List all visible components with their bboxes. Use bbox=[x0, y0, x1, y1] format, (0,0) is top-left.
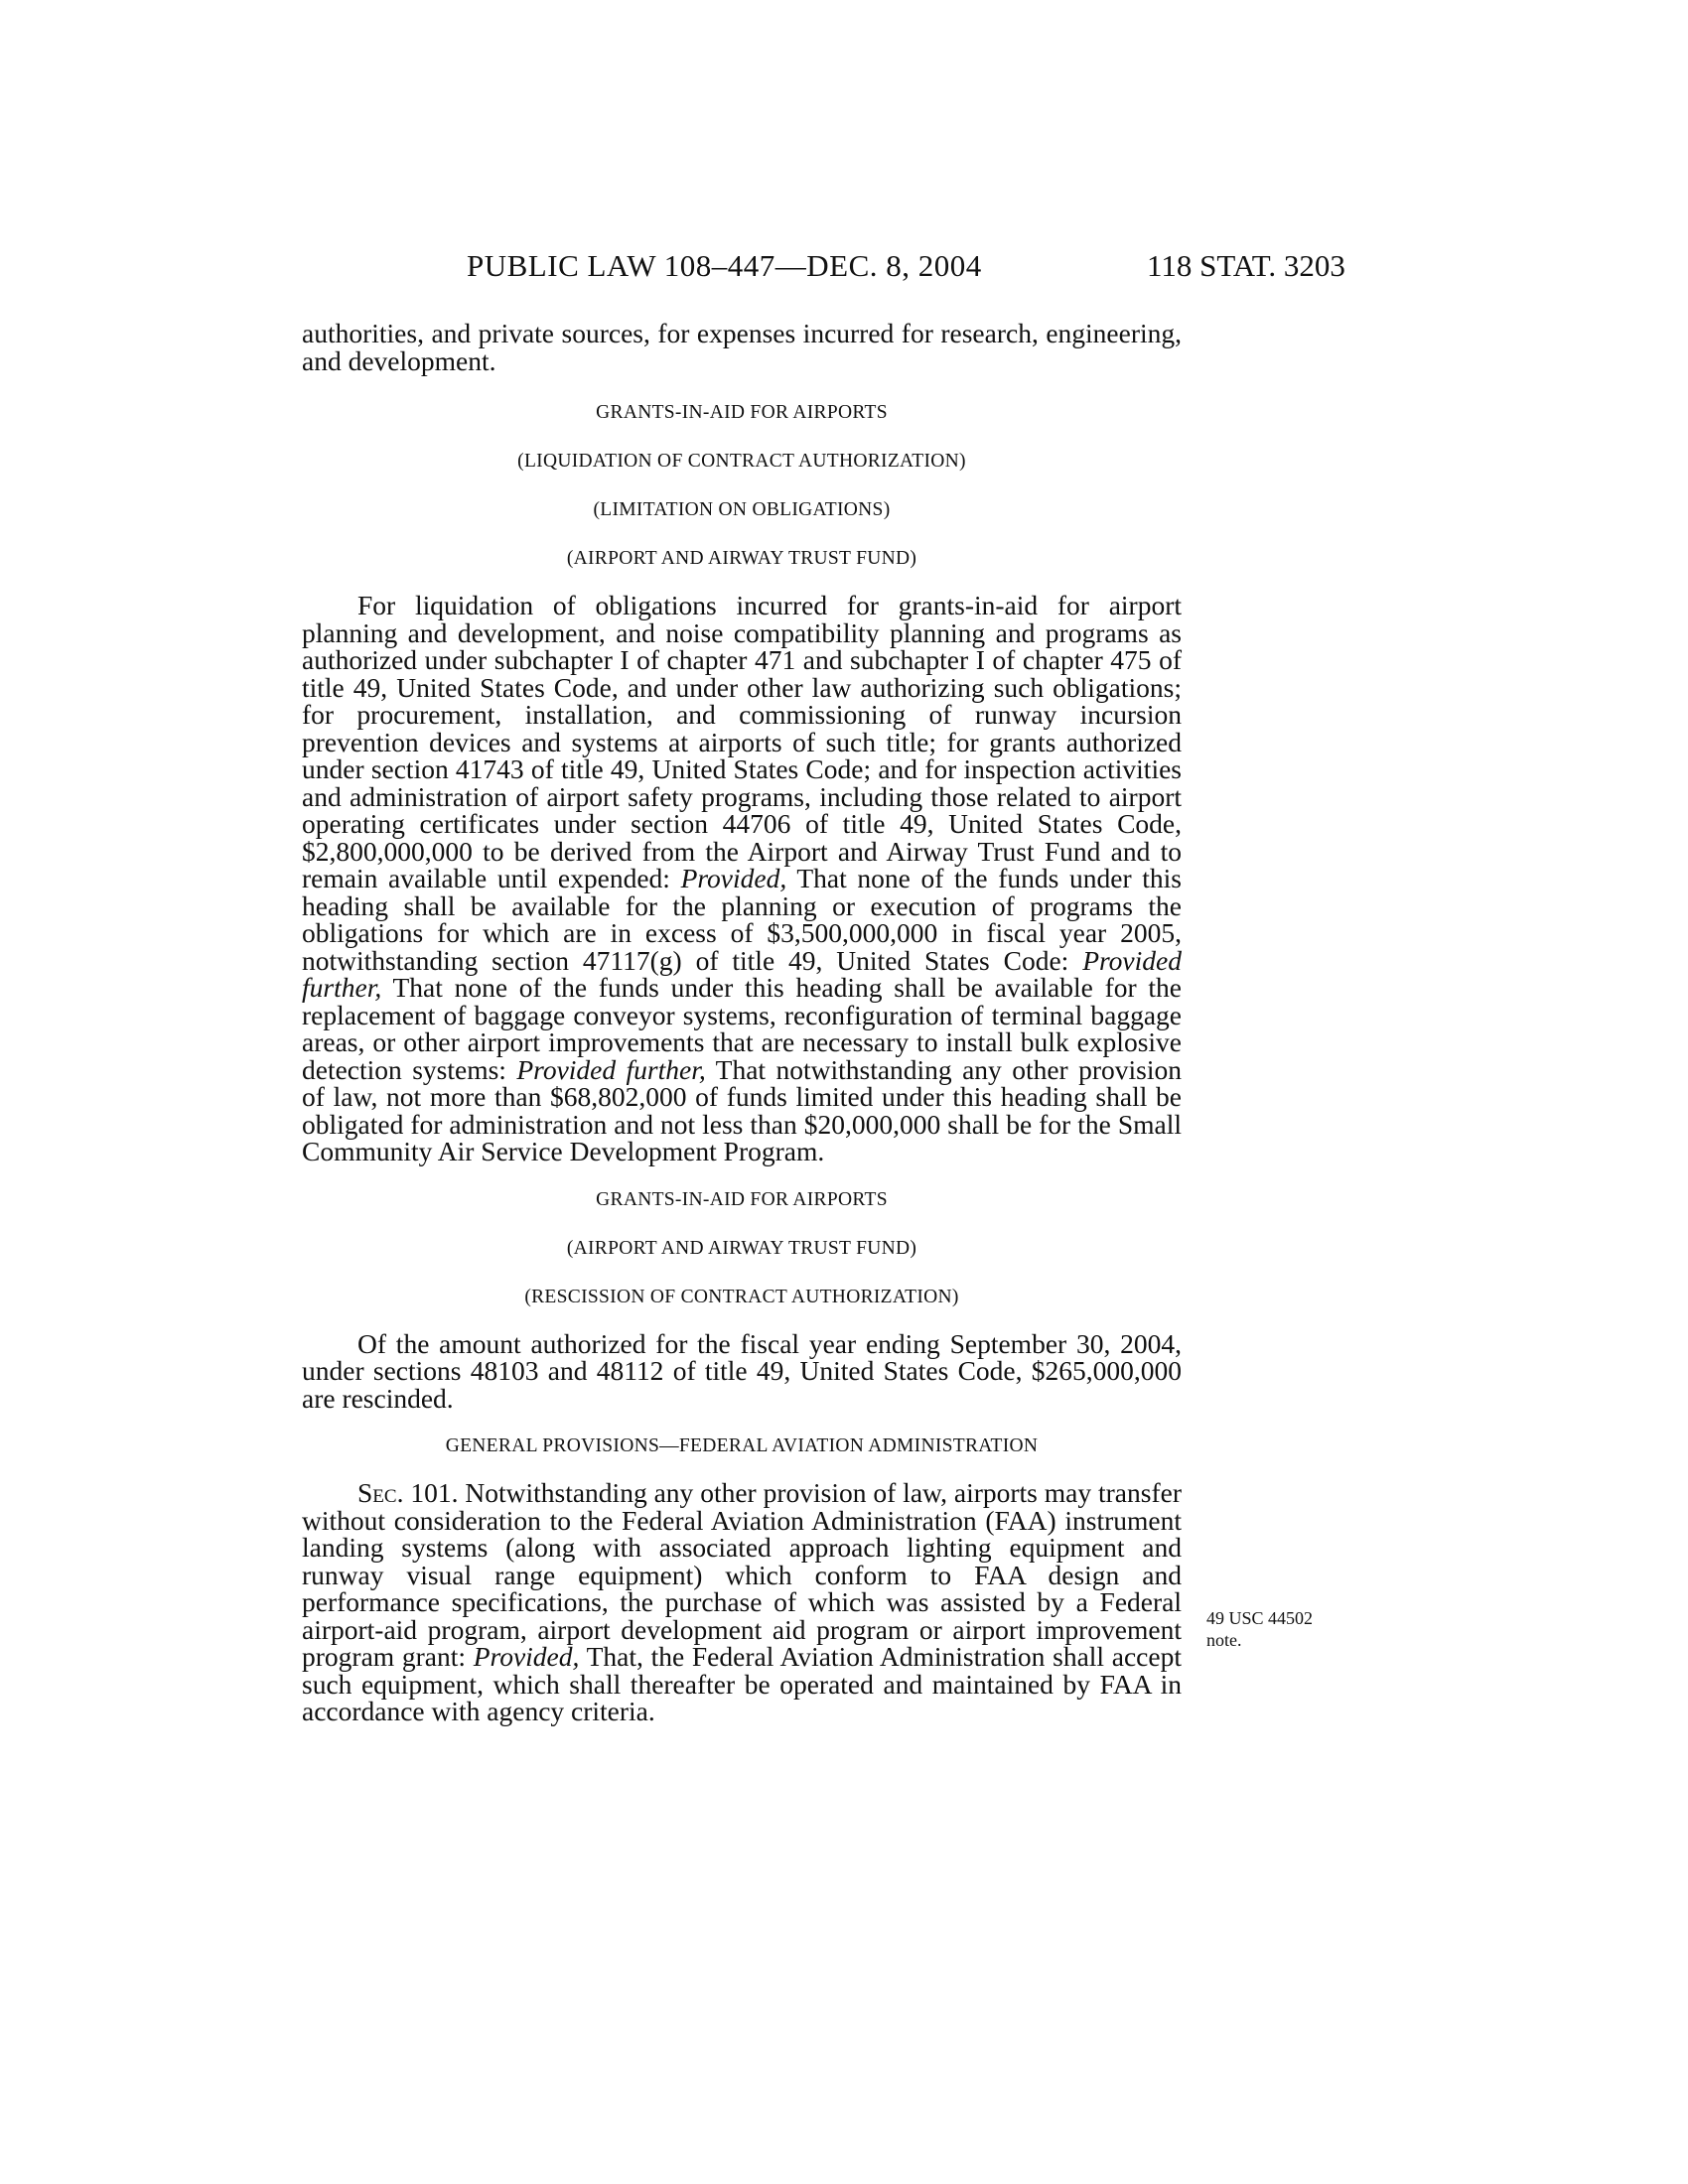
section1-heading-3: (LIMITATION ON OBLIGATIONS) bbox=[593, 499, 891, 520]
section3-sec-label: Sec. 101. bbox=[357, 1477, 459, 1508]
section2-body: Of the amount authorized for the fiscal year ending September 30, 2004, under sections 48103 and 48112 of title 49, United States Code, $265,000,000 are rescinded. bbox=[302, 1327, 1182, 1414]
margin-note-line-2: note. bbox=[1206, 1630, 1242, 1650]
section3-proviso: Provided, bbox=[473, 1641, 580, 1672]
section1-heading-2: (LIQUIDATION OF CONTRACT AUTHORIZATION) bbox=[517, 451, 966, 472]
section3-body-part1: Notwithstanding any other provision of law, airports may transfer without consideration to the Federal Aviation Administration (FAA) instrument landing systems (along with associated approach lighting equipment and runway visual range equipment) which conform to FAA design and performance specifications, the purchase of which was assisted by a Federal airport-aid program, airport development aid program or airport improvement program grant: bbox=[302, 1477, 1182, 1672]
section1-heading-1: GRANTS-IN-AID FOR AIRPORTS bbox=[596, 402, 888, 423]
running-head: PUBLIC LAW 108–447—DEC. 8, 2004 bbox=[467, 248, 982, 283]
continuation-paragraph: authorities, and private sources, for expenses incurred for research, engineering, and development. bbox=[302, 318, 1182, 376]
section3-body-part2: That, the Federal Aviation Administration shall accept such equipment, which shall thereafter be operated and maintained by FAA in accordance with agency criteria. bbox=[302, 1641, 1182, 1726]
section3-body bbox=[302, 1479, 1182, 1725]
section1-proviso2: Provided further, bbox=[302, 944, 1182, 1003]
section2-heading-1: GRANTS-IN-AID FOR AIRPORTS bbox=[596, 1188, 888, 1210]
text-column bbox=[302, 320, 1182, 1725]
section1-proviso1: Provided, bbox=[680, 863, 787, 893]
section2-heading-3: (RESCISSION OF CONTRACT AUTHORIZATION) bbox=[524, 1286, 959, 1307]
margin-note-line-1: 49 USC 44502 bbox=[1206, 1608, 1314, 1628]
section1-body-part1: For liquidation of obligations incurred for grants-in-aid for airport planning and development, and noise compatibility planning and programs as authorized under subchapter I of chapter 471 and subchapter I of chapter 475 of title 49, United States Code, and under other law authorizing such obligations; for procurement, installation, and commissioning of runway incursion prevention devices and systems at airports of such title; for grants authorized under section 41743 of title 49, United States Code; and for inspection activities and administration of airport safety programs, including those related to airport operating certificates under section 44706 of title 49, United States Code, $2,800,000,000 to be derived from the Airport and Airway Trust Fund and to remain available until expended: bbox=[302, 590, 1182, 893]
section1-body bbox=[302, 592, 1182, 1165]
section1-body-part3: That none of the funds under this heading shall be available for the replacement of baggage conveyor systems, reconfiguration of terminal baggage areas, or other airport improvements that are necessary to install bulk explosive detection systems: bbox=[302, 972, 1182, 1085]
section2-heading-2: (AIRPORT AND AIRWAY TRUST FUND) bbox=[566, 1237, 917, 1259]
margin-note bbox=[1206, 1607, 1355, 1651]
section1-body-part4: That notwithstanding any other provision of law, not more than $68,802,000 of funds limited under this heading shall be obligated for administration and not less than $20,000,000 shall be for the Small Community Air Service Development Program. bbox=[302, 1053, 1182, 1166]
section1-body-part2: That none of the funds under this heading shall be available for the planning or execution of programs the obligations for which are in excess of $3,500,000,000 in fiscal year 2005, notwithstanding section 47117(g) of title 49, United States Code: bbox=[302, 863, 1182, 976]
section1-heading-4: (AIRPORT AND AIRWAY TRUST FUND) bbox=[566, 548, 917, 569]
section1-proviso3: Provided further, bbox=[516, 1053, 706, 1085]
statute-reference: 118 STAT. 3203 bbox=[1147, 248, 1345, 283]
section3-heading: GENERAL PROVISIONS—FEDERAL AVIATION ADMINISTRATION bbox=[445, 1435, 1039, 1456]
